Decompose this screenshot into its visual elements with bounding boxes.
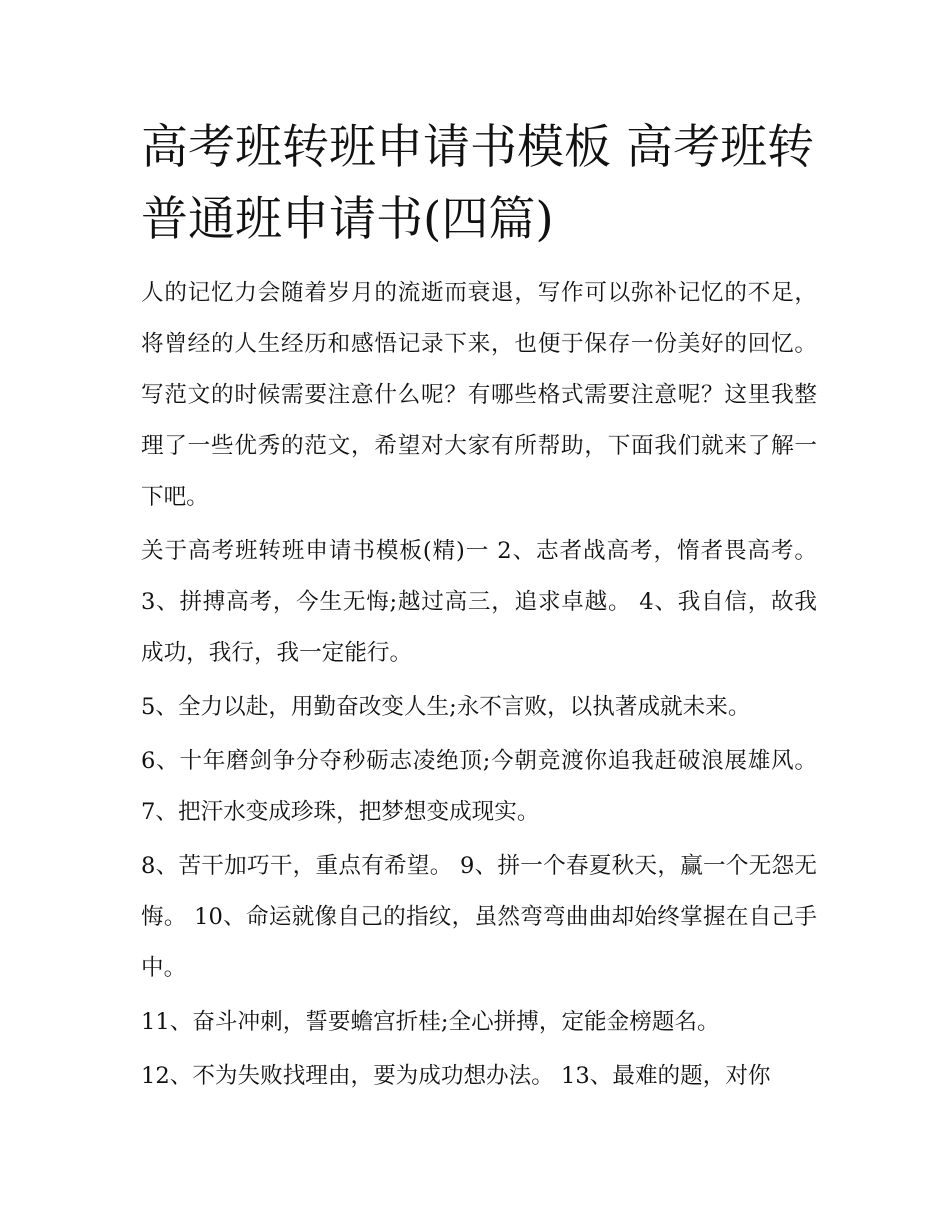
intro-paragraph: 人的记忆力会随着岁月的流逝而衰退，写作可以弥补记忆的不足，将曾经的人生经历和感悟记录下来，也便于保存一份美好的回忆。写范文的时候需要注意什么呢？有哪些格式需要注意呢？这里我整理了一些优秀的范文，希望对大家有所帮助，下面我们就来了解一下吧。 — [141, 280, 817, 510]
document-title: 高考班转班申请书模板 高考班转普通班申请书(四篇) — [141, 120, 814, 247]
document-body — [141, 112, 817, 1102]
paragraph: 关于高考班转班申请书模板(精)一 2、志者战高考，惰者畏高考。 3、拼搏高考，今生无悔;越过高三，追求卓越。 4、我自信，故我成功，我行，我一定能行。 — [141, 538, 817, 666]
paragraph: 11、奋斗冲刺，誓要蟾宫折桂;全心拼搏，定能金榜题名。 — [141, 1009, 720, 1035]
paragraph: 12、不为失败找理由，要为成功想办法。 13、最难的题，对你 — [141, 1063, 771, 1089]
paragraph: 5、全力以赴，用勤奋改变人生;永不言败，以执著成就未来。 — [141, 694, 751, 720]
paragraph: 6、十年磨剑争分夺秒砺志凌绝顶;今朝竞渡你追我赶破浪展雄风。 7、把汗水变成珍珠，把梦想变成现实。 — [141, 748, 817, 825]
paragraph: 8、苦干加巧干，重点有希望。 9、拼一个春夏秋天，赢一个无怨无悔。 10、命运就像自己的指纹，虽然弯弯曲曲却始终掌握在自己手中。 — [141, 853, 817, 981]
